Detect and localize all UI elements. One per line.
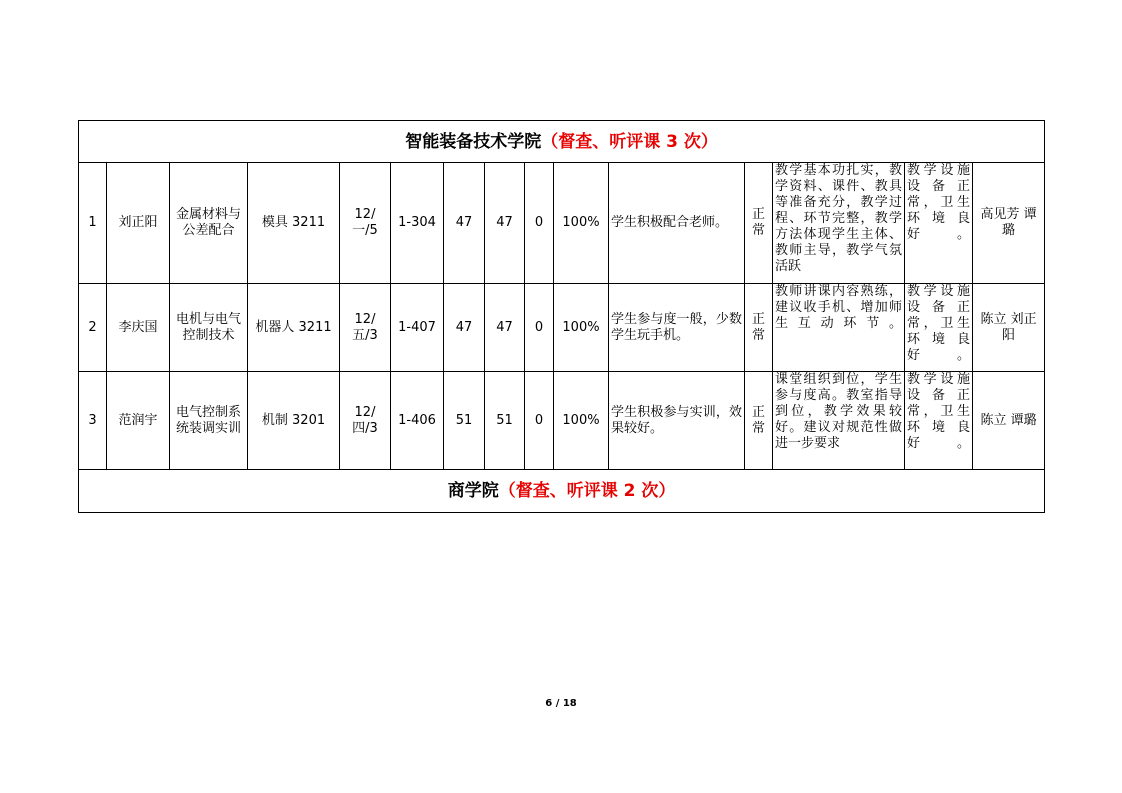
- classroom: 1-304: [391, 163, 444, 284]
- lesson-time: 12/五/3: [340, 284, 391, 372]
- facility-evaluation: 教学设施设备正常，卫生环境良好。: [905, 163, 973, 284]
- student-evaluation: 学生积极参与实训，效果较好。: [609, 372, 745, 470]
- facility-evaluation: 教学设施设备正常，卫生环境良好。: [905, 372, 973, 470]
- absent-count: 0: [525, 163, 554, 284]
- course-name: 金属材料与公差配合: [170, 163, 248, 284]
- facility-evaluation: 教学设施设备正常，卫生环境良好。: [905, 284, 973, 372]
- class-name: 模具 3211: [248, 163, 340, 284]
- inspectors: 陈立 谭璐: [973, 372, 1045, 470]
- class-name: 机器人 3211: [248, 284, 340, 372]
- order-status: 正常: [745, 163, 773, 284]
- section-note: （督查、听评课 2 次）: [498, 481, 676, 501]
- section-note: （督查、听评课 3 次）: [541, 131, 718, 152]
- table-row: [79, 284, 1045, 372]
- student-evaluation: 学生参与度一般，少数学生玩手机。: [609, 284, 745, 372]
- classroom: 1-407: [391, 284, 444, 372]
- section-header: [79, 470, 1045, 513]
- absent-count: 0: [525, 284, 554, 372]
- teaching-evaluation: 教学基本功扎实，教学资料、课件、教具等准备充分，教学过程、环节完整，教学方法体现学生主体、教师主导，教学气氛活跃: [773, 163, 905, 284]
- teacher-name: 范润宇: [107, 372, 170, 470]
- inspectors: 陈立 刘正阳: [973, 284, 1045, 372]
- enrolled-count: 51: [444, 372, 485, 470]
- classroom: 1-406: [391, 372, 444, 470]
- row-number: 3: [79, 372, 107, 470]
- teaching-evaluation: 课堂组织到位，学生参与度高。教室指导到位，教学效果较好。建议对规范性做进一步要求: [773, 372, 905, 470]
- inspectors: 高见芳 谭璐: [973, 163, 1045, 284]
- present-count: 47: [485, 284, 525, 372]
- lesson-time: 12/四/3: [340, 372, 391, 470]
- table-row: [79, 163, 1045, 284]
- class-name: 机制 3201: [248, 372, 340, 470]
- student-evaluation: 学生积极配合老师。: [609, 163, 745, 284]
- absent-count: 0: [525, 372, 554, 470]
- page-number: 6 / 18: [545, 698, 577, 709]
- course-name: 电机与电气控制技术: [170, 284, 248, 372]
- order-status: 正常: [745, 284, 773, 372]
- attendance-rate: 100%: [554, 163, 609, 284]
- course-name: 电气控制系统装调实训: [170, 372, 248, 470]
- row-number: 1: [79, 163, 107, 284]
- teacher-name: 刘正阳: [107, 163, 170, 284]
- section-title: 商学院: [447, 481, 499, 501]
- lesson-time: 12/一/5: [340, 163, 391, 284]
- attendance-rate: 100%: [554, 372, 609, 470]
- row-number: 2: [79, 284, 107, 372]
- attendance-rate: 100%: [554, 284, 609, 372]
- present-count: 47: [485, 163, 525, 284]
- section-title-cell: [79, 470, 1045, 513]
- teacher-name: 李庆国: [107, 284, 170, 372]
- section-header: [79, 121, 1045, 163]
- enrolled-count: 47: [444, 163, 485, 284]
- present-count: 51: [485, 372, 525, 470]
- section-title-cell: [79, 121, 1045, 163]
- teaching-evaluation: 教师讲课内容熟练，建议收手机、增加师生互动环节。: [773, 284, 905, 372]
- order-status: 正常: [745, 372, 773, 470]
- inspection-table: [78, 120, 1045, 513]
- section-title: 智能装备技术学院: [405, 131, 542, 152]
- table-row: [79, 372, 1045, 470]
- enrolled-count: 47: [444, 284, 485, 372]
